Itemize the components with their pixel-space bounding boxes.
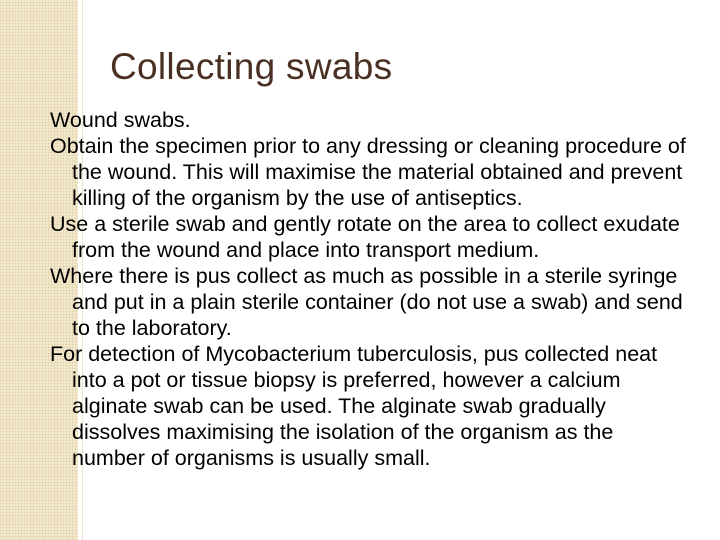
- body-paragraph-heading: Wound swabs.: [50, 108, 191, 132]
- body-paragraph-specimen-timing: Obtain the specimen prior to any dressing or cleaning procedure of the wound. This will maximise the material obtained and prevent killing of the organism by the use of antiseptics.: [50, 134, 686, 210]
- body-paragraph-pus-collection: Where there is pus collect as much as possible in a sterile syringe and put in a plain sterile container (do not use a swab) and send to the laboratory.: [50, 264, 683, 340]
- slide-title: Collecting swabs: [110, 46, 393, 87]
- body-paragraph-sterile-swab: Use a sterile swab and gently rotate on the area to collect exudate from the wound and place into transport medium.: [50, 212, 680, 262]
- slide-body: [50, 107, 690, 471]
- body-paragraph-mycobacterium: For detection of Mycobacterium tuberculosis, pus collected neat into a pot or tissue biopsy is preferred, however a calcium alginate swab can be used. The alginate swab gradually dissolves maximising the isolation of the organism as the number of organisms is usually small.: [50, 342, 658, 470]
